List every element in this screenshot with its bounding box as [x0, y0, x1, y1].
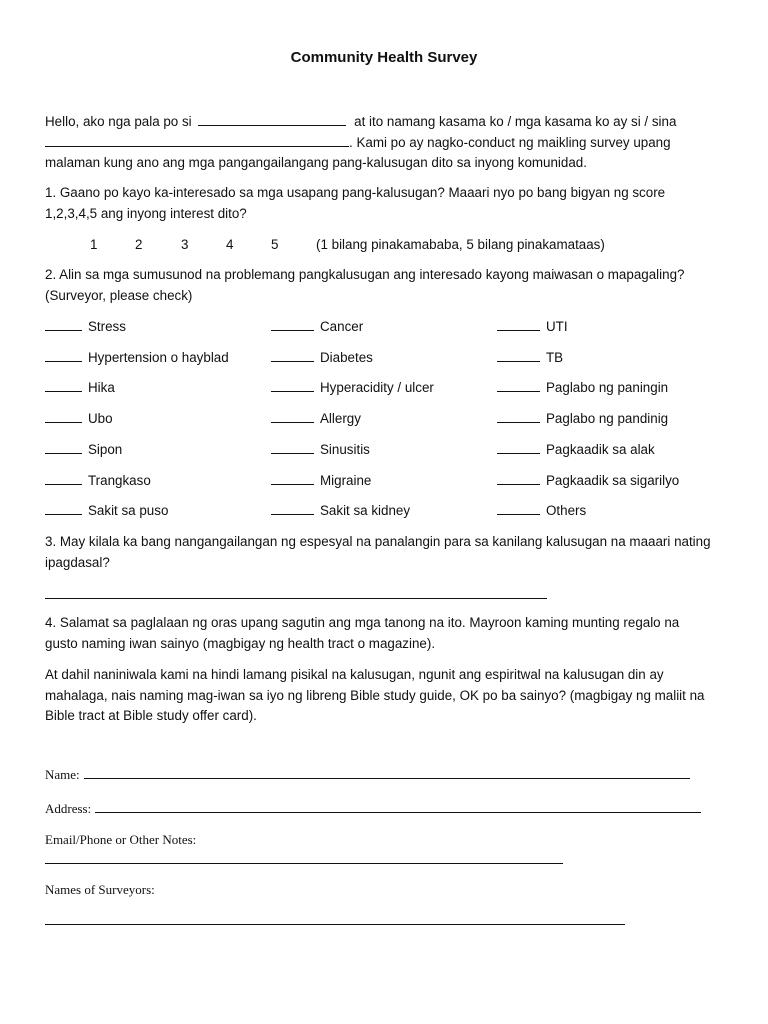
checklist-item-label: Hika	[88, 380, 115, 395]
intro-text-4: malaman kung ano ang mga pangangailangang pang-kalusugan dito sa inyong komunidad.	[45, 155, 587, 170]
checklist-item	[497, 349, 563, 367]
page-title: Community Health Survey	[290, 49, 478, 66]
checkbox-blank[interactable]	[271, 502, 314, 515]
name-field	[45, 766, 690, 784]
checkbox-blank[interactable]	[497, 502, 540, 515]
checklist-item	[271, 318, 363, 336]
checkbox-blank[interactable]	[497, 441, 540, 454]
question-4-paragraph-2	[45, 665, 725, 727]
checklist-item	[45, 410, 113, 428]
checkbox-blank[interactable]	[271, 441, 314, 454]
checklist-item	[271, 410, 361, 428]
address-label: Address:	[45, 801, 92, 816]
question-4-p2-line-3: Bible tract at Bible study offer card).	[45, 708, 257, 723]
checkbox-blank[interactable]	[271, 472, 314, 485]
surveyors-input-line[interactable]	[45, 924, 625, 925]
question-1	[45, 183, 725, 224]
checkbox-blank[interactable]	[497, 318, 540, 331]
checkbox-blank[interactable]	[497, 410, 540, 423]
address-input-line[interactable]	[95, 800, 701, 813]
question-3-line-2: ipagdasal?	[45, 554, 110, 570]
checklist-item	[45, 441, 122, 459]
checklist-item-label: Stress	[88, 319, 126, 334]
email-phone-input-line[interactable]	[45, 863, 563, 864]
checkbox-blank[interactable]	[45, 502, 82, 515]
prayer-request-answer-line[interactable]	[45, 598, 547, 599]
checklist-item-label: Hypertension o hayblad	[88, 350, 229, 365]
question-4	[45, 613, 725, 654]
question-2-line-1: 2. Alin sa mga sumusunod na problemang pangkalusugan ang interesado kayong maiwasan o mapagaling?	[45, 267, 685, 282]
intro-text-3: . Kami po ay nagko-conduct ng maikling survey upang	[349, 134, 671, 150]
checklist-item	[45, 318, 126, 336]
question-3	[45, 532, 725, 573]
checkbox-blank[interactable]	[271, 349, 314, 362]
question-4-p2-line-1: At dahil naniniwala kami na hindi lamang pisikal na kalusugan, ngunit ang espiritwal na kalusugan din ay	[45, 667, 664, 682]
checklist-item	[497, 410, 668, 428]
checklist-item	[271, 349, 373, 367]
checklist-item-label: Ubo	[88, 411, 113, 426]
checkbox-blank[interactable]	[45, 349, 82, 362]
checklist-item	[271, 472, 371, 490]
checkbox-blank[interactable]	[497, 379, 540, 392]
checkbox-blank[interactable]	[271, 410, 314, 423]
checklist-item-label: Sinusitis	[320, 442, 370, 457]
checklist-item-label: Others	[546, 503, 587, 518]
question-2-line-2: (Surveyor, please check)	[45, 287, 193, 303]
checkbox-blank[interactable]	[45, 318, 82, 331]
checklist-item-label: Sakit sa kidney	[320, 503, 411, 518]
surveyors-label: Names of Surveyors:	[45, 882, 155, 897]
checkbox-blank[interactable]	[497, 472, 540, 485]
question-2	[45, 265, 725, 306]
checkbox-blank[interactable]	[271, 379, 314, 392]
checklist-item	[497, 502, 586, 520]
question-1-line-1: 1. Gaano po kayo ka-interesado sa mga usapang pang-kalusugan? Maaari nyo po bang bigyan ng score	[45, 185, 666, 200]
checklist-item	[45, 472, 151, 490]
checklist-item	[45, 349, 229, 367]
checklist-item-label: Allergy	[320, 411, 361, 426]
checklist-item	[271, 379, 434, 397]
scale-option-3[interactable]: 3	[181, 237, 189, 252]
checkbox-blank[interactable]	[45, 441, 82, 454]
checkbox-blank[interactable]	[45, 472, 82, 485]
checklist-item-label: Hyperacidity / ulcer	[320, 380, 434, 395]
question-4-line-1: 4. Salamat sa paglalaan ng oras upang sagutin ang mga tanong na ito. Mayroon kaming munting regalo na	[45, 615, 680, 630]
checklist-item	[497, 441, 655, 459]
checklist-item	[271, 441, 370, 459]
question-4-line-2: gusto naming iwan sainyo (magbigay ng health tract o magazine).	[45, 635, 436, 651]
checklist-item-label: Migraine	[320, 473, 372, 488]
intro-text-1: Hello, ako nga pala po si	[45, 114, 192, 129]
checklist-item	[497, 379, 668, 397]
checklist-item	[45, 502, 168, 520]
question-1-line-2: 1,2,3,4,5 ang inyong interest dito?	[45, 205, 247, 221]
companions-name-blank[interactable]	[45, 134, 349, 147]
question-4-p2-line-2: mahalaga, nais naming mag-iwan sa iyo ng libreng Bible study guide, OK po ba sainyo? (magbigay ng maliit na	[45, 687, 705, 703]
checklist-item-label: Paglabo ng paningin	[546, 380, 669, 395]
scale-option-2[interactable]: 2	[135, 237, 143, 252]
name-label: Name:	[45, 767, 80, 782]
intro-text-2: at ito namang kasama ko / mga kasama ko ay si / sina	[354, 114, 677, 129]
checklist-item-label: Sipon	[88, 442, 123, 457]
scale-option-1[interactable]: 1	[90, 237, 98, 252]
email-phone-label: Email/Phone or Other Notes:	[45, 832, 197, 847]
checklist-item-label: Pagkaadik sa sigarilyo	[546, 473, 680, 488]
checklist-item-label: Cancer	[320, 319, 364, 334]
checklist-item	[497, 472, 679, 490]
checklist-item-label: UTI	[546, 319, 568, 334]
checkbox-blank[interactable]	[497, 349, 540, 362]
checklist-item	[45, 379, 115, 397]
checklist-item	[497, 318, 568, 336]
name-input-line[interactable]	[84, 766, 690, 779]
checklist-item-label: TB	[546, 350, 564, 365]
checklist-item-label: Diabetes	[320, 350, 373, 365]
address-field	[45, 800, 701, 818]
checklist-item-label: Pagkaadik sa alak	[546, 442, 655, 457]
scale-note: (1 bilang pinakamababa, 5 bilang pinakamataas)	[316, 237, 605, 252]
scale-option-4[interactable]: 4	[226, 237, 234, 252]
checklist-item-label: Sakit sa puso	[88, 503, 169, 518]
checkbox-blank[interactable]	[271, 318, 314, 331]
intro-paragraph	[45, 112, 725, 174]
checklist-item	[271, 502, 410, 520]
checklist-item-label: Paglabo ng pandinig	[546, 411, 669, 426]
checklist-item-label: Trangkaso	[88, 473, 151, 488]
checkbox-blank[interactable]	[45, 379, 82, 392]
interviewer-name-blank[interactable]	[198, 113, 346, 126]
question-3-line-1: 3. May kilala ka bang nangangailangan ng espesyal na panalangin para sa kanilang kalusugan na maaari nating	[45, 534, 711, 549]
checkbox-blank[interactable]	[45, 410, 82, 423]
scale-option-5[interactable]: 5	[271, 237, 279, 252]
